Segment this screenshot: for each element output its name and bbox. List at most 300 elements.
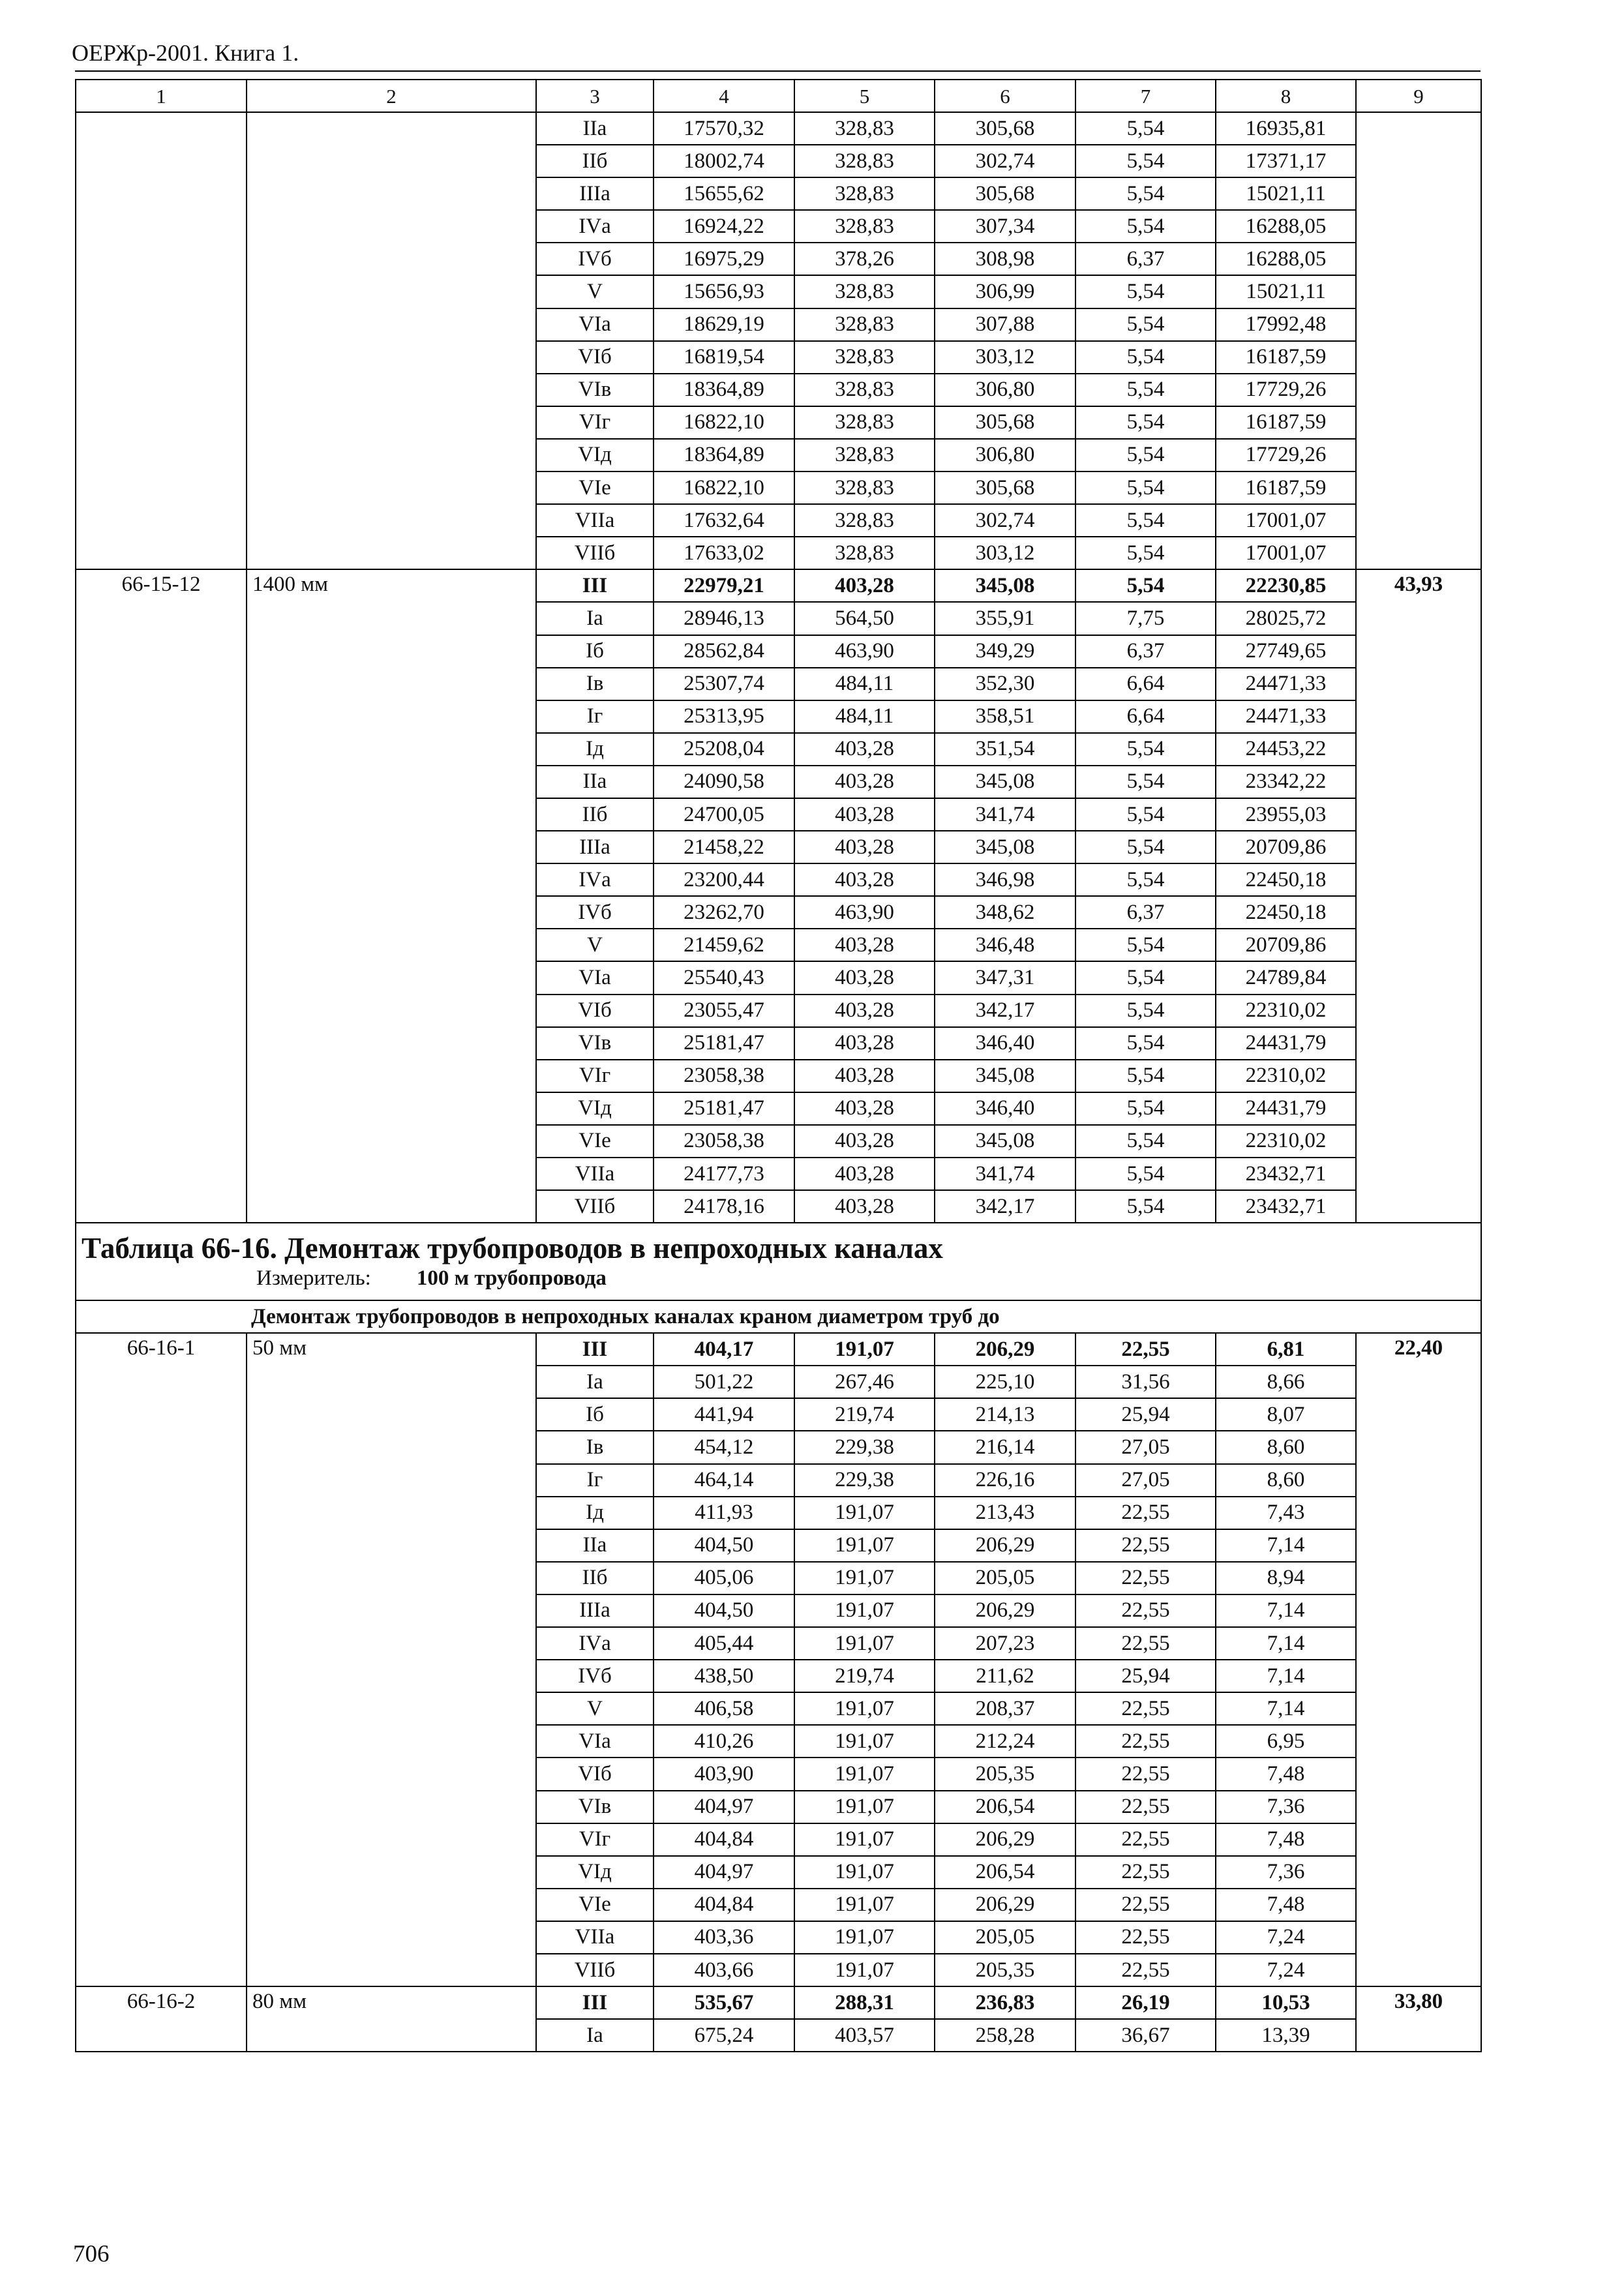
- value-cell: 328,83: [794, 471, 935, 504]
- value-cell: 23432,71: [1216, 1158, 1356, 1190]
- zone-code: VIе: [536, 1889, 654, 1921]
- value-cell: 22,55: [1075, 1562, 1216, 1594]
- value-cell: 191,07: [794, 1921, 935, 1954]
- value-cell: 6,64: [1075, 700, 1216, 733]
- column-number: 8: [1216, 80, 1356, 112]
- zone-code: VIд: [536, 439, 654, 471]
- value-cell: 15021,11: [1216, 275, 1356, 308]
- value-cell: 403,28: [794, 569, 935, 602]
- zone-code: III: [536, 1986, 654, 2019]
- value-cell: 24177,73: [654, 1158, 794, 1190]
- value-cell: 18364,89: [654, 439, 794, 471]
- value-cell: 347,31: [935, 961, 1075, 994]
- value-cell: 191,07: [794, 1497, 935, 1529]
- value-cell: 355,91: [935, 602, 1075, 635]
- column-number: 5: [794, 80, 935, 112]
- value-cell: 5,54: [1075, 537, 1216, 569]
- value-cell: 226,16: [935, 1464, 1075, 1497]
- value-cell: 207,23: [935, 1627, 1075, 1660]
- value-cell: 5,54: [1075, 406, 1216, 439]
- value-cell: 403,28: [794, 929, 935, 961]
- value-cell: 403,28: [794, 1060, 935, 1092]
- column-number: 4: [654, 80, 794, 112]
- value-cell: 28946,13: [654, 602, 794, 635]
- value-cell: 403,36: [654, 1921, 794, 1954]
- value-cell: 5,54: [1075, 177, 1216, 210]
- labor-total: 33,80: [1356, 1986, 1481, 2052]
- zone-code: VIIб: [536, 1954, 654, 1986]
- value-cell: 328,83: [794, 341, 935, 374]
- value-cell: 15656,93: [654, 275, 794, 308]
- value-cell: 403,28: [794, 1092, 935, 1125]
- value-cell: 22450,18: [1216, 863, 1356, 896]
- value-cell: 411,93: [654, 1497, 794, 1529]
- table-row: [76, 1333, 1481, 1366]
- value-cell: 16924,22: [654, 210, 794, 243]
- value-cell: 403,28: [794, 733, 935, 766]
- value-cell: 501,22: [654, 1366, 794, 1398]
- value-cell: 17001,07: [1216, 504, 1356, 537]
- value-cell: 13,39: [1216, 2019, 1356, 2052]
- value-cell: 341,74: [935, 1158, 1075, 1190]
- zone-code: VIб: [536, 995, 654, 1027]
- value-cell: 8,94: [1216, 1562, 1356, 1594]
- value-cell: 328,83: [794, 504, 935, 537]
- running-header: ОЕРЖр-2001. Книга 1.: [72, 40, 299, 66]
- table-title-block: [76, 1223, 1481, 1300]
- value-cell: 24700,05: [654, 798, 794, 831]
- zone-code: VIIб: [536, 537, 654, 569]
- value-cell: 406,58: [654, 1692, 794, 1725]
- value-cell: 206,29: [935, 1889, 1075, 1921]
- value-cell: 484,11: [794, 668, 935, 700]
- value-cell: 219,74: [794, 1398, 935, 1431]
- page-number: 706: [73, 2241, 110, 2267]
- value-cell: 463,90: [794, 635, 935, 668]
- value-cell: 23262,70: [654, 896, 794, 929]
- value-cell: 22,55: [1075, 1889, 1216, 1921]
- zone-code: Iб: [536, 635, 654, 668]
- value-cell: 23055,47: [654, 995, 794, 1027]
- zone-code: IIб: [536, 1562, 654, 1594]
- value-cell: 191,07: [794, 1333, 935, 1366]
- zone-code: VIг: [536, 1823, 654, 1856]
- zone-code: VIв: [536, 1027, 654, 1060]
- work-name: 80 мм: [247, 1986, 536, 2052]
- value-cell: 5,54: [1075, 1027, 1216, 1060]
- value-cell: 346,98: [935, 863, 1075, 896]
- zone-code: VIг: [536, 1060, 654, 1092]
- value-cell: 306,99: [935, 275, 1075, 308]
- value-cell: 341,74: [935, 798, 1075, 831]
- value-cell: 6,37: [1075, 243, 1216, 275]
- value-cell: 403,28: [794, 995, 935, 1027]
- value-cell: 5,54: [1075, 1092, 1216, 1125]
- value-cell: 404,17: [654, 1333, 794, 1366]
- measure-value: 100 м трубопровода: [416, 1266, 607, 1291]
- value-cell: 346,40: [935, 1092, 1075, 1125]
- value-cell: 28562,84: [654, 635, 794, 668]
- value-cell: 7,14: [1216, 1660, 1356, 1692]
- value-cell: 25181,47: [654, 1092, 794, 1125]
- value-cell: 410,26: [654, 1725, 794, 1758]
- value-cell: 23058,38: [654, 1060, 794, 1092]
- value-cell: 349,29: [935, 635, 1075, 668]
- zone-code: IIIа: [536, 1594, 654, 1627]
- value-cell: 191,07: [794, 1594, 935, 1627]
- value-cell: 17729,26: [1216, 439, 1356, 471]
- value-cell: 16975,29: [654, 243, 794, 275]
- value-cell: 211,62: [935, 1660, 1075, 1692]
- value-cell: 5,54: [1075, 995, 1216, 1027]
- value-cell: 23058,38: [654, 1125, 794, 1158]
- value-cell: 5,54: [1075, 733, 1216, 766]
- value-cell: 17001,07: [1216, 537, 1356, 569]
- zone-code: III: [536, 1333, 654, 1366]
- value-cell: 24431,79: [1216, 1027, 1356, 1060]
- value-cell: 22310,02: [1216, 1060, 1356, 1092]
- value-cell: 675,24: [654, 2019, 794, 2052]
- value-cell: 358,51: [935, 700, 1075, 733]
- value-cell: 22,55: [1075, 1497, 1216, 1529]
- value-cell: 438,50: [654, 1660, 794, 1692]
- value-cell: 345,08: [935, 831, 1075, 863]
- value-cell: 17992,48: [1216, 308, 1356, 341]
- value-cell: 22310,02: [1216, 1125, 1356, 1158]
- measure-line: [256, 1266, 1475, 1290]
- zone-code: IIб: [536, 798, 654, 831]
- value-cell: 328,83: [794, 537, 935, 569]
- value-cell: 403,28: [794, 1027, 935, 1060]
- value-cell: 24178,16: [654, 1190, 794, 1223]
- value-cell: 342,17: [935, 995, 1075, 1027]
- value-cell: 229,38: [794, 1464, 935, 1497]
- value-cell: 535,67: [654, 1986, 794, 2019]
- value-cell: 22310,02: [1216, 995, 1356, 1027]
- value-cell: 24471,33: [1216, 700, 1356, 733]
- value-cell: 307,34: [935, 210, 1075, 243]
- value-cell: 267,46: [794, 1366, 935, 1398]
- table-title-row: [76, 1223, 1481, 1300]
- value-cell: 17729,26: [1216, 374, 1356, 406]
- value-cell: 22,55: [1075, 1725, 1216, 1758]
- value-cell: 328,83: [794, 308, 935, 341]
- zone-code: VIа: [536, 961, 654, 994]
- value-cell: 7,43: [1216, 1497, 1356, 1529]
- value-cell: 5,54: [1075, 275, 1216, 308]
- zone-code: IVб: [536, 243, 654, 275]
- value-cell: 22,55: [1075, 1627, 1216, 1660]
- value-cell: 22,55: [1075, 1954, 1216, 1986]
- value-cell: 206,29: [935, 1529, 1075, 1562]
- section-heading: Демонтаж трубопроводов в непроходных каналах краном диаметром труб до: [76, 1300, 1481, 1333]
- column-number: 6: [935, 80, 1075, 112]
- value-cell: 16822,10: [654, 471, 794, 504]
- value-cell: 345,08: [935, 766, 1075, 798]
- value-cell: 24789,84: [1216, 961, 1356, 994]
- value-cell: 6,37: [1075, 896, 1216, 929]
- value-cell: 7,75: [1075, 602, 1216, 635]
- value-cell: 191,07: [794, 1758, 935, 1790]
- zone-code: VIб: [536, 1758, 654, 1790]
- empty-cell: [1356, 112, 1481, 569]
- value-cell: 564,50: [794, 602, 935, 635]
- value-cell: 463,90: [794, 896, 935, 929]
- value-cell: 5,54: [1075, 929, 1216, 961]
- labor-total: 22,40: [1356, 1333, 1481, 1986]
- value-cell: 403,57: [794, 2019, 935, 2052]
- value-cell: 5,54: [1075, 112, 1216, 145]
- value-cell: 5,54: [1075, 439, 1216, 471]
- zone-code: IVа: [536, 1627, 654, 1660]
- value-cell: 378,26: [794, 243, 935, 275]
- value-cell: 328,83: [794, 177, 935, 210]
- value-cell: 404,84: [654, 1823, 794, 1856]
- value-cell: 403,28: [794, 863, 935, 896]
- table-title: Таблица 66-16. Демонтаж трубопроводов в непроходных каналах: [82, 1231, 943, 1264]
- value-cell: 219,74: [794, 1660, 935, 1692]
- value-cell: 5,54: [1075, 766, 1216, 798]
- zone-code: VIа: [536, 308, 654, 341]
- value-cell: 22,55: [1075, 1791, 1216, 1823]
- zone-code: Iа: [536, 2019, 654, 2052]
- value-cell: 6,95: [1216, 1725, 1356, 1758]
- value-cell: 17570,32: [654, 112, 794, 145]
- zone-code: Iв: [536, 668, 654, 700]
- value-cell: 16819,54: [654, 341, 794, 374]
- value-cell: 405,06: [654, 1562, 794, 1594]
- zone-code: IIIа: [536, 831, 654, 863]
- value-cell: 5,54: [1075, 504, 1216, 537]
- value-cell: 404,84: [654, 1889, 794, 1921]
- value-cell: 22,55: [1075, 1529, 1216, 1562]
- value-cell: 302,74: [935, 504, 1075, 537]
- value-cell: 8,07: [1216, 1398, 1356, 1431]
- value-cell: 5,54: [1075, 569, 1216, 602]
- zone-code: Iа: [536, 602, 654, 635]
- zone-code: V: [536, 1692, 654, 1725]
- rate-code: 66-16-2: [76, 1986, 247, 2052]
- table-row: [76, 1986, 1481, 2019]
- rate-code: 66-16-1: [76, 1333, 247, 1986]
- value-cell: 5,54: [1075, 308, 1216, 341]
- value-cell: 404,97: [654, 1856, 794, 1889]
- value-cell: 24471,33: [1216, 668, 1356, 700]
- value-cell: 191,07: [794, 1529, 935, 1562]
- value-cell: 25313,95: [654, 700, 794, 733]
- value-cell: 17632,64: [654, 504, 794, 537]
- value-cell: 225,10: [935, 1366, 1075, 1398]
- value-cell: 8,60: [1216, 1431, 1356, 1463]
- section-row: [76, 1300, 1481, 1333]
- zone-code: IIб: [536, 145, 654, 177]
- value-cell: 454,12: [654, 1431, 794, 1463]
- value-cell: 22,55: [1075, 1594, 1216, 1627]
- value-cell: 403,28: [794, 831, 935, 863]
- zone-code: IVб: [536, 896, 654, 929]
- column-number: 7: [1075, 80, 1216, 112]
- value-cell: 31,56: [1075, 1366, 1216, 1398]
- value-cell: 206,54: [935, 1856, 1075, 1889]
- value-cell: 191,07: [794, 1627, 935, 1660]
- value-cell: 352,30: [935, 668, 1075, 700]
- column-number-row: [76, 80, 1481, 112]
- zone-code: IIа: [536, 766, 654, 798]
- zone-code: VIе: [536, 471, 654, 504]
- value-cell: 7,14: [1216, 1692, 1356, 1725]
- value-cell: 206,29: [935, 1823, 1075, 1856]
- value-cell: 5,54: [1075, 1060, 1216, 1092]
- value-cell: 16187,59: [1216, 341, 1356, 374]
- value-cell: 7,36: [1216, 1856, 1356, 1889]
- value-cell: 206,29: [935, 1594, 1075, 1627]
- value-cell: 191,07: [794, 1889, 935, 1921]
- zone-code: VIIа: [536, 1158, 654, 1190]
- value-cell: 7,48: [1216, 1889, 1356, 1921]
- value-cell: 8,66: [1216, 1366, 1356, 1398]
- value-cell: 17633,02: [654, 537, 794, 569]
- value-cell: 306,80: [935, 439, 1075, 471]
- table-row: [76, 112, 1481, 145]
- value-cell: 328,83: [794, 145, 935, 177]
- zone-code: IVа: [536, 863, 654, 896]
- zone-code: VIд: [536, 1856, 654, 1889]
- zone-code: VIг: [536, 406, 654, 439]
- value-cell: 7,14: [1216, 1529, 1356, 1562]
- value-cell: 23200,44: [654, 863, 794, 896]
- value-cell: 328,83: [794, 112, 935, 145]
- price-table: [75, 79, 1482, 2052]
- value-cell: 5,54: [1075, 1190, 1216, 1223]
- value-cell: 25,94: [1075, 1660, 1216, 1692]
- value-cell: 191,07: [794, 1823, 935, 1856]
- value-cell: 305,68: [935, 177, 1075, 210]
- value-cell: 16187,59: [1216, 471, 1356, 504]
- value-cell: 5,54: [1075, 145, 1216, 177]
- value-cell: 23432,71: [1216, 1190, 1356, 1223]
- value-cell: 7,48: [1216, 1758, 1356, 1790]
- value-cell: 191,07: [794, 1856, 935, 1889]
- value-cell: 214,13: [935, 1398, 1075, 1431]
- value-cell: 18364,89: [654, 374, 794, 406]
- zone-code: Iд: [536, 1497, 654, 1529]
- value-cell: 346,48: [935, 929, 1075, 961]
- value-cell: 7,48: [1216, 1823, 1356, 1856]
- column-number: 2: [247, 80, 536, 112]
- value-cell: 16288,05: [1216, 210, 1356, 243]
- value-cell: 16288,05: [1216, 243, 1356, 275]
- value-cell: 22,55: [1075, 1856, 1216, 1889]
- value-cell: 22,55: [1075, 1333, 1216, 1366]
- value-cell: 20709,86: [1216, 929, 1356, 961]
- value-cell: 18002,74: [654, 145, 794, 177]
- value-cell: 288,31: [794, 1986, 935, 2019]
- value-cell: 28025,72: [1216, 602, 1356, 635]
- value-cell: 7,14: [1216, 1594, 1356, 1627]
- zone-code: Iд: [536, 733, 654, 766]
- value-cell: 6,81: [1216, 1333, 1356, 1366]
- value-cell: 23955,03: [1216, 798, 1356, 831]
- value-cell: 212,24: [935, 1725, 1075, 1758]
- value-cell: 403,28: [794, 961, 935, 994]
- value-cell: 403,90: [654, 1758, 794, 1790]
- value-cell: 191,07: [794, 1954, 935, 1986]
- work-name: 50 мм: [247, 1333, 536, 1986]
- value-cell: 5,54: [1075, 210, 1216, 243]
- value-cell: 191,07: [794, 1791, 935, 1823]
- value-cell: 403,28: [794, 1190, 935, 1223]
- value-cell: 25181,47: [654, 1027, 794, 1060]
- value-cell: 403,66: [654, 1954, 794, 1986]
- value-cell: 15021,11: [1216, 177, 1356, 210]
- value-cell: 346,40: [935, 1027, 1075, 1060]
- zone-code: Iг: [536, 700, 654, 733]
- zone-code: Iа: [536, 1366, 654, 1398]
- value-cell: 328,83: [794, 275, 935, 308]
- value-cell: 216,14: [935, 1431, 1075, 1463]
- zone-code: IVа: [536, 210, 654, 243]
- zone-code: III: [536, 569, 654, 602]
- value-cell: 22,55: [1075, 1921, 1216, 1954]
- value-cell: 16187,59: [1216, 406, 1356, 439]
- value-cell: 208,37: [935, 1692, 1075, 1725]
- value-cell: 191,07: [794, 1562, 935, 1594]
- value-cell: 441,94: [654, 1398, 794, 1431]
- value-cell: 10,53: [1216, 1986, 1356, 2019]
- value-cell: 16822,10: [654, 406, 794, 439]
- value-cell: 21459,62: [654, 929, 794, 961]
- table-body: [76, 80, 1481, 2052]
- value-cell: 345,08: [935, 1060, 1075, 1092]
- value-cell: 328,83: [794, 406, 935, 439]
- zone-code: VIIа: [536, 1921, 654, 1954]
- zone-code: VIа: [536, 1725, 654, 1758]
- value-cell: 205,05: [935, 1562, 1075, 1594]
- value-cell: 27749,65: [1216, 635, 1356, 668]
- value-cell: 308,98: [935, 243, 1075, 275]
- value-cell: 403,28: [794, 1158, 935, 1190]
- value-cell: 348,62: [935, 896, 1075, 929]
- value-cell: 307,88: [935, 308, 1075, 341]
- value-cell: 18629,19: [654, 308, 794, 341]
- value-cell: 20709,86: [1216, 831, 1356, 863]
- value-cell: 306,80: [935, 374, 1075, 406]
- value-cell: 236,83: [935, 1986, 1075, 2019]
- value-cell: 405,44: [654, 1627, 794, 1660]
- value-cell: 22,55: [1075, 1823, 1216, 1856]
- value-cell: 328,83: [794, 439, 935, 471]
- zone-code: VIIа: [536, 504, 654, 537]
- value-cell: 25,94: [1075, 1398, 1216, 1431]
- value-cell: 305,68: [935, 406, 1075, 439]
- zone-code: IIа: [536, 112, 654, 145]
- value-cell: 15655,62: [654, 177, 794, 210]
- value-cell: 7,24: [1216, 1921, 1356, 1954]
- zone-code: IVб: [536, 1660, 654, 1692]
- value-cell: 21458,22: [654, 831, 794, 863]
- zone-code: VIв: [536, 1791, 654, 1823]
- value-cell: 8,60: [1216, 1464, 1356, 1497]
- value-cell: 5,54: [1075, 374, 1216, 406]
- value-cell: 22,55: [1075, 1692, 1216, 1725]
- zone-code: Iб: [536, 1398, 654, 1431]
- zone-code: IIа: [536, 1529, 654, 1562]
- value-cell: 403,28: [794, 1125, 935, 1158]
- zone-code: VIб: [536, 341, 654, 374]
- value-cell: 6,37: [1075, 635, 1216, 668]
- column-number: 1: [76, 80, 247, 112]
- value-cell: 6,64: [1075, 668, 1216, 700]
